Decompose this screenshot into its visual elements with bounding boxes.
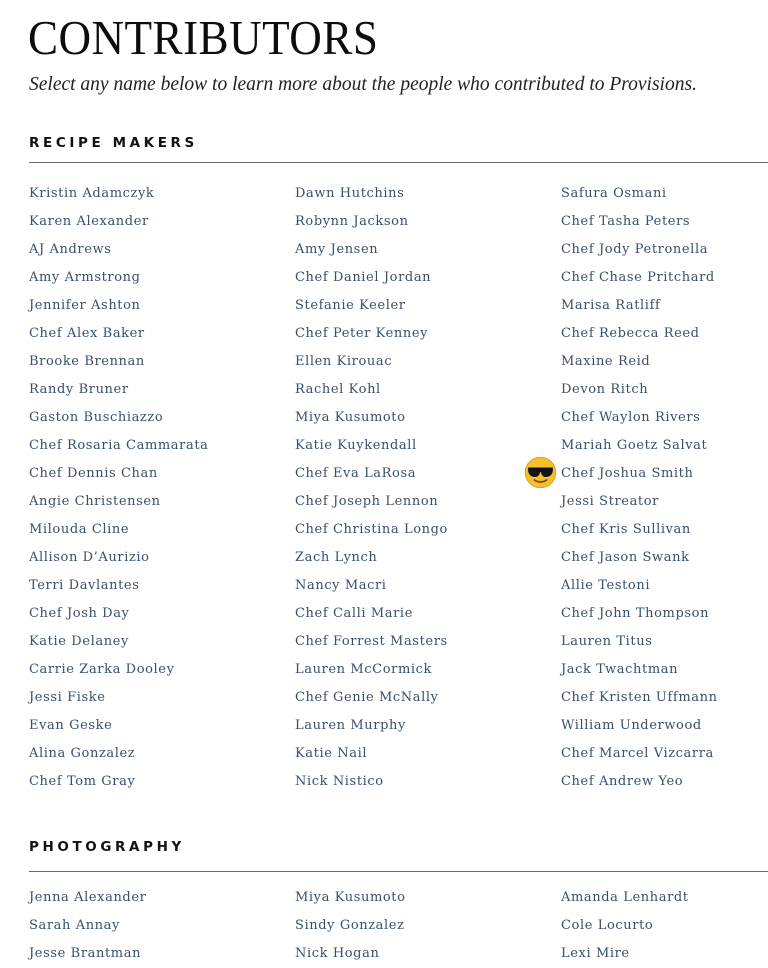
contributor-link-chef-rosaria-cammarata[interactable]: Chef Rosaria Cammarata (29, 438, 209, 453)
contributor-link-karen-alexander[interactable]: Karen Alexander (29, 214, 149, 229)
contributor-link-robynn-jackson[interactable]: Robynn Jackson (295, 214, 409, 229)
name-column-3 (561, 884, 689, 968)
contributor-link-jennifer-ashton[interactable]: Jennifer Ashton (29, 298, 141, 313)
contributor-link-sindy-gonzalez[interactable]: Sindy Gonzalez (295, 918, 405, 933)
contributor-link-aj-andrews[interactable]: AJ Andrews (29, 242, 112, 257)
contributor-link-katie-nail[interactable]: Katie Nail (295, 746, 368, 761)
contributor-link-chef-rebecca-reed[interactable]: Chef Rebecca Reed (561, 326, 700, 341)
contributor-link-chef-jason-swank[interactable]: Chef Jason Swank (561, 550, 690, 565)
contributor-link-nancy-macri[interactable]: Nancy Macri (295, 578, 387, 593)
contributor-link-katie-delaney[interactable]: Katie Delaney (29, 634, 129, 649)
contributor-link-chef-joshua-smith[interactable]: Chef Joshua Smith (561, 466, 694, 481)
contributor-link-allison-d-aurizio[interactable]: Allison D’Aurizio (29, 550, 150, 565)
contributor-link-stefanie-keeler[interactable]: Stefanie Keeler (295, 298, 406, 313)
contributor-link-katie-kuykendall[interactable]: Katie Kuykendall (295, 438, 417, 453)
name-column-2 (295, 884, 406, 968)
contributor-link-mariah-goetz-salvat[interactable]: Mariah Goetz Salvat (561, 438, 708, 453)
contributor-link-chef-alex-baker[interactable]: Chef Alex Baker (29, 326, 145, 341)
page-title: CONTRIBUTORS (28, 10, 379, 65)
contributor-link-randy-bruner[interactable]: Randy Bruner (29, 382, 129, 397)
contributor-link-jenna-alexander[interactable]: Jenna Alexander (29, 890, 147, 905)
contributor-link-william-underwood[interactable]: William Underwood (561, 718, 702, 733)
name-column-3 (561, 180, 718, 796)
contributor-link-chef-eva-larosa[interactable]: Chef Eva LaRosa (295, 466, 417, 481)
contributor-link-chef-genie-mcnally[interactable]: Chef Genie McNally (295, 690, 439, 705)
contributor-link-zach-lynch[interactable]: Zach Lynch (295, 550, 378, 565)
contributor-link-amy-jensen[interactable]: Amy Jensen (295, 242, 379, 257)
contributor-link-chef-john-thompson[interactable]: Chef John Thompson (561, 606, 710, 621)
name-column-2 (295, 180, 448, 796)
contributor-link-angie-christensen[interactable]: Angie Christensen (29, 494, 161, 509)
contributor-link-cole-locurto[interactable]: Cole Locurto (561, 918, 654, 933)
contributor-link-lexi-mire[interactable]: Lexi Mire (561, 946, 630, 961)
contributor-link-jessi-streator[interactable]: Jessi Streator (561, 494, 659, 509)
contributor-link-nick-nistico[interactable]: Nick Nistico (295, 774, 384, 789)
contributor-link-sarah-annay[interactable]: Sarah Annay (29, 918, 120, 933)
contributor-link-miya-kusumoto[interactable]: Miya Kusumoto (295, 410, 406, 425)
contributor-link-amy-armstrong[interactable]: Amy Armstrong (29, 270, 141, 285)
contributor-link-chef-kris-sullivan[interactable]: Chef Kris Sullivan (561, 522, 691, 537)
contributor-link-chef-christina-longo[interactable]: Chef Christina Longo (295, 522, 448, 537)
contributor-link-chef-jody-petronella[interactable]: Chef Jody Petronella (561, 242, 709, 257)
page-subtitle: Select any name below to learn more about the people who contributed to Provisions. (29, 74, 697, 95)
contributor-link-kristin-adamczyk[interactable]: Kristin Adamczyk (29, 186, 155, 201)
contributor-link-chef-calli-marie[interactable]: Chef Calli Marie (295, 606, 413, 621)
contributor-link-safura-osmani[interactable]: Safura Osmani (561, 186, 667, 201)
contributor-link-chef-peter-kenney[interactable]: Chef Peter Kenney (295, 326, 429, 341)
contributor-link-chef-tasha-peters[interactable]: Chef Tasha Peters (561, 214, 691, 229)
name-column-1 (29, 884, 146, 968)
section-heading-recipe-makers: RECIPE MAKERS (29, 135, 198, 151)
contributor-link-devon-ritch[interactable]: Devon Ritch (561, 382, 649, 397)
contributor-link-chef-daniel-jordan[interactable]: Chef Daniel Jordan (295, 270, 432, 285)
section-divider (29, 871, 768, 872)
contributor-link-amanda-lenhardt[interactable]: Amanda Lenhardt (561, 890, 689, 905)
contributor-link-chef-joseph-lennon[interactable]: Chef Joseph Lennon (295, 494, 439, 509)
contributor-link-milouda-cline[interactable]: Milouda Cline (29, 522, 130, 537)
contributor-link-chef-andrew-yeo[interactable]: Chef Andrew Yeo (561, 774, 684, 789)
contributor-link-terri-davlantes[interactable]: Terri Davlantes (29, 578, 140, 593)
contributor-link-gaston-buschiazzo[interactable]: Gaston Buschiazzo (29, 410, 164, 425)
contributor-link-ellen-kirouac[interactable]: Ellen Kirouac (295, 354, 393, 369)
contributor-link-jessi-fiske[interactable]: Jessi Fiske (29, 690, 106, 705)
contributor-link-evan-geske[interactable]: Evan Geske (29, 718, 113, 733)
contributor-link-allie-testoni[interactable]: Allie Testoni (561, 578, 651, 593)
contributor-link-rachel-kohl[interactable]: Rachel Kohl (295, 382, 381, 397)
contributor-link-dawn-hutchins[interactable]: Dawn Hutchins (295, 186, 405, 201)
contributor-link-chef-kristen-uffmann[interactable]: Chef Kristen Uffmann (561, 690, 718, 705)
contributor-link-chef-forrest-masters[interactable]: Chef Forrest Masters (295, 634, 448, 649)
contributor-link-maxine-reid[interactable]: Maxine Reid (561, 354, 651, 369)
contributor-link-chef-dennis-chan[interactable]: Chef Dennis Chan (29, 466, 158, 481)
contributor-link-jesse-brantman[interactable]: Jesse Brantman (29, 946, 142, 961)
contributor-link-carrie-zarka-dooley[interactable]: Carrie Zarka Dooley (29, 662, 175, 677)
sunglasses-face-emoji-icon (524, 456, 557, 489)
contributor-link-marisa-ratliff[interactable]: Marisa Ratliff (561, 298, 661, 313)
contributor-link-brooke-brennan[interactable]: Brooke Brennan (29, 354, 145, 369)
contributor-link-chef-marcel-vizcarra[interactable]: Chef Marcel Vizcarra (561, 746, 714, 761)
contributor-link-jack-twachtman[interactable]: Jack Twachtman (561, 662, 679, 677)
section-heading-photography: PHOTOGRAPHY (29, 839, 185, 855)
name-column-1 (29, 180, 209, 796)
contributor-link-miya-kusumoto[interactable]: Miya Kusumoto (295, 890, 406, 905)
contributor-link-alina-gonzalez[interactable]: Alina Gonzalez (29, 746, 136, 761)
contributor-link-chef-josh-day[interactable]: Chef Josh Day (29, 606, 130, 621)
section-divider (29, 162, 768, 163)
contributor-link-chef-tom-gray[interactable]: Chef Tom Gray (29, 774, 136, 789)
contributor-link-chef-waylon-rivers[interactable]: Chef Waylon Rivers (561, 410, 701, 425)
contributor-link-chef-chase-pritchard[interactable]: Chef Chase Pritchard (561, 270, 715, 285)
contributor-link-lauren-mccormick[interactable]: Lauren McCormick (295, 662, 432, 677)
contributor-link-lauren-murphy[interactable]: Lauren Murphy (295, 718, 406, 733)
contributor-link-lauren-titus[interactable]: Lauren Titus (561, 634, 653, 649)
contributor-link-nick-hogan[interactable]: Nick Hogan (295, 946, 380, 961)
